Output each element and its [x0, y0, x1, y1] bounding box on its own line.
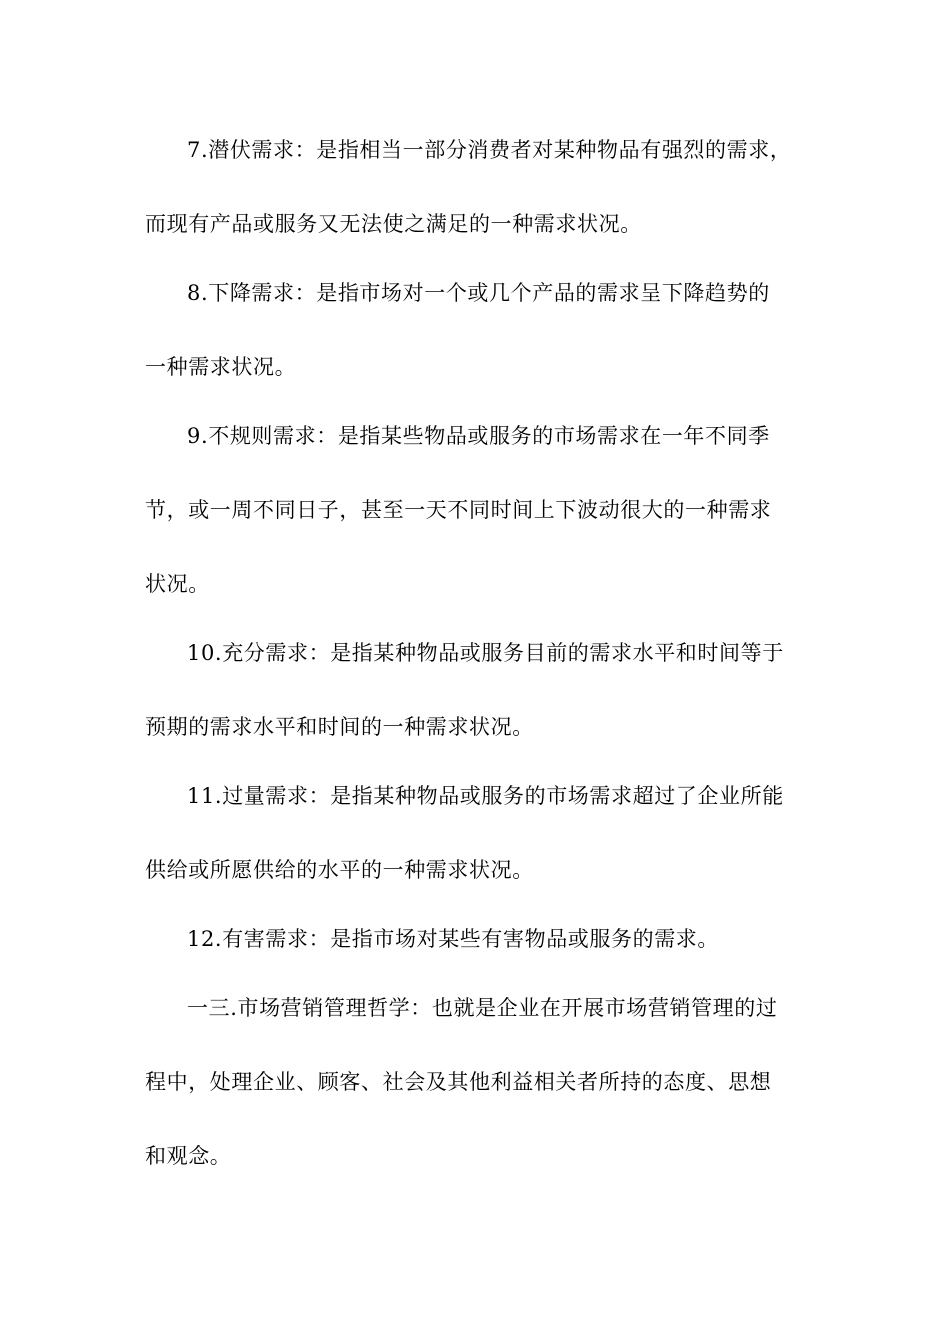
paragraph-marketing-philosophy	[145, 988, 805, 1177]
paragraph-irregular-demand	[145, 416, 805, 605]
paragraph-declining-demand	[145, 273, 805, 388]
text-line: 而现有产品或服务又无法使之满足的一种需求状况。	[145, 212, 642, 236]
text-line: 9.不规则需求：是指某些物品或服务的市场需求在一年不同季	[187, 424, 770, 448]
text-line: 一种需求状况。	[145, 355, 297, 379]
text-line: 供给或所愿供给的水平的一种需求状况。	[145, 858, 534, 882]
text-line: 12.有害需求：是指市场对某些有害物品或服务的需求。	[187, 927, 719, 951]
text-line: 11.过量需求：是指某种物品或服务的市场需求超过了企业所能	[187, 784, 784, 808]
paragraph-excess-demand	[145, 776, 805, 891]
text-line: 预期的需求水平和时间的一种需求状况。	[145, 715, 534, 739]
text-line: 节，或一周不同日子，甚至一天不同时间上下波动很大的一种需求	[145, 498, 772, 522]
text-line: 10.充分需求：是指某种物品或服务目前的需求水平和时间等于	[187, 641, 784, 665]
text-line: 状况。	[145, 572, 210, 596]
text-line: 7.潜伏需求：是指相当一部分消费者对某种物品有强烈的需求，	[187, 138, 792, 162]
text-line: 一三.市场营销管理哲学：也就是企业在开展市场营销管理的过	[187, 996, 778, 1020]
text-line: 程中，处理企业、顾客、社会及其他利益相关者所持的态度、思想	[145, 1070, 772, 1094]
document-body	[145, 130, 805, 1177]
paragraph-full-demand	[145, 633, 805, 748]
text-line: 和观念。	[145, 1144, 232, 1168]
paragraph-harmful-demand	[145, 919, 805, 960]
paragraph-latent-demand	[145, 130, 805, 245]
text-line: 8.下降需求：是指市场对一个或几个产品的需求呈下降趋势的	[187, 281, 770, 305]
